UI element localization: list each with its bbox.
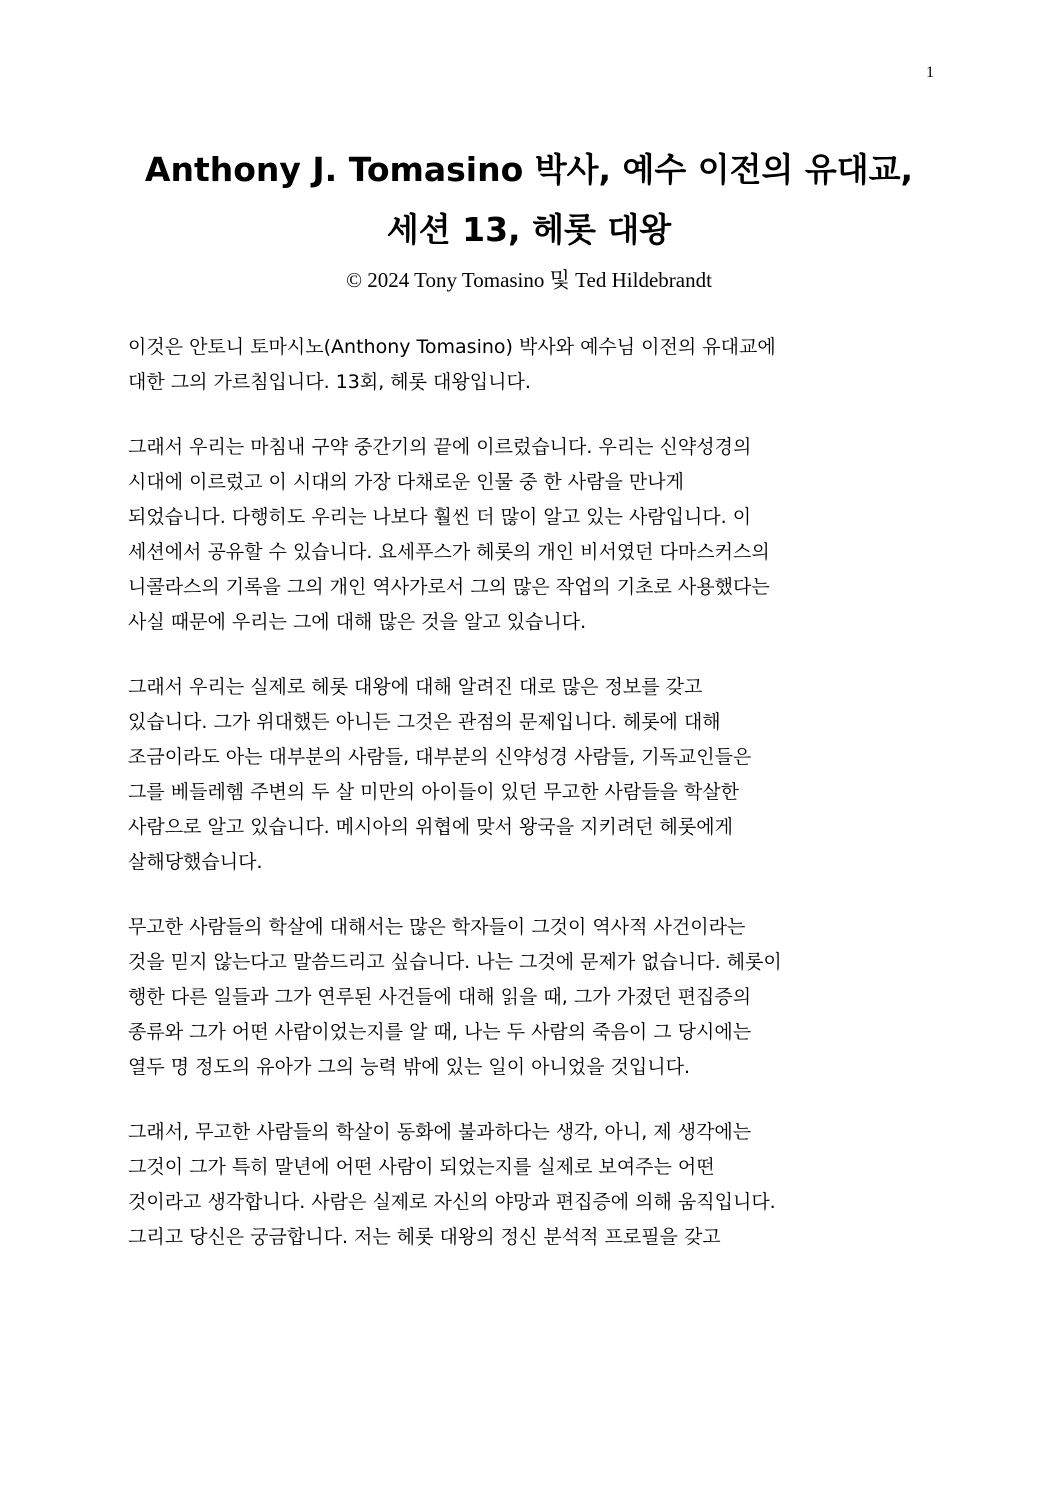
- paragraph-4: [128, 910, 933, 1085]
- text-line: 되었습니다. 다행히도 우리는 나보다 훨씬 더 많이 알고 있는 사람입니다. 이: [128, 506, 752, 528]
- text-line: 그리고 당신은 궁금합니다. 저는 헤롯 대왕의 정신 분석적 프로필을 갖고: [128, 1226, 721, 1248]
- paragraph-2: [128, 430, 933, 640]
- text-line: 그것이 그가 특히 말년에 어떤 사람이 되었는지를 실제로 보여주는 어떤: [128, 1156, 715, 1178]
- text-line: 사람으로 알고 있습니다. 메시아의 위협에 맞서 왕국을 지키려던 헤롯에게: [128, 816, 733, 838]
- text-line: 그래서 우리는 실제로 헤롯 대왕에 대해 알려진 대로 많은 정보를 갖고: [128, 676, 703, 698]
- text-line: 행한 다른 일들과 그가 연루된 사건들에 대해 읽을 때, 그가 가졌던 편집증의: [128, 986, 752, 1008]
- text-line: 이것은 안토니 토마시노(Anthony Tomasino) 박사와 예수님 이전의 유대교에: [128, 336, 776, 358]
- text-line: 그를 베들레헴 주변의 두 살 미만의 아이들이 있던 무고한 사람들을 학살한: [128, 781, 740, 803]
- title-line-2: 세션 13, 헤롯 대왕: [386, 210, 672, 249]
- text-line: 열두 명 정도의 유아가 그의 능력 밖에 있는 일이 아니었을 것입니다.: [128, 1056, 690, 1078]
- text-line: 그래서, 무고한 사람들의 학살이 동화에 불과하다는 생각, 아니, 제 생각에는: [128, 1121, 752, 1143]
- text-line: 그래서 우리는 마침내 구약 중간기의 끝에 이르렀습니다. 우리는 신약성경의: [128, 436, 752, 458]
- document-title: [100, 140, 958, 260]
- text-line: 사실 때문에 우리는 그에 대해 많은 것을 알고 있습니다.: [128, 611, 587, 633]
- text-line: 시대에 이르렀고 이 시대의 가장 다채로운 인물 중 한 사람을 만나게: [128, 471, 684, 493]
- text-line: 대한 그의 가르침입니다. 13회, 헤롯 대왕입니다.: [128, 371, 531, 393]
- text-line: 살해당했습니다.: [128, 851, 263, 873]
- paragraph-3: [128, 670, 933, 880]
- document-body: [128, 330, 933, 1285]
- text-line: 무고한 사람들의 학살에 대해서는 많은 학자들이 그것이 역사적 사건이라는: [128, 916, 746, 938]
- text-line: 것을 믿지 않는다고 말씀드리고 싶습니다. 나는 그것에 문제가 없습니다. 헤롯이: [128, 951, 782, 973]
- text-line: 종류와 그가 어떤 사람이었는지를 알 때, 나는 두 사람의 죽음이 그 당시에는: [128, 1021, 752, 1043]
- page-number: 1: [926, 64, 934, 81]
- text-line: 세션에서 공유할 수 있습니다. 요세푸스가 헤롯의 개인 비서였던 다마스커스의: [128, 541, 770, 563]
- paragraph-5: [128, 1115, 933, 1255]
- text-line: 있습니다. 그가 위대했든 아니든 그것은 관점의 문제입니다. 헤롯에 대해: [128, 711, 721, 733]
- paragraph-intro: [128, 330, 933, 400]
- text-line: 것이라고 생각합니다. 사람은 실제로 자신의 야망과 편집증에 의해 움직입니다.: [128, 1191, 776, 1213]
- text-line: 조금이라도 아는 대부분의 사람들, 대부분의 신약성경 사람들, 기독교인들은: [128, 746, 752, 768]
- copyright-notice: © 2024 Tony Tomasino 및 Ted Hildebrandt: [346, 268, 712, 292]
- title-line-1: Anthony J. Tomasino 박사, 예수 이전의 유대교,: [144, 150, 914, 189]
- text-line: 니콜라스의 기록을 그의 개인 역사가로서 그의 많은 작업의 기초로 사용했다는: [128, 576, 770, 598]
